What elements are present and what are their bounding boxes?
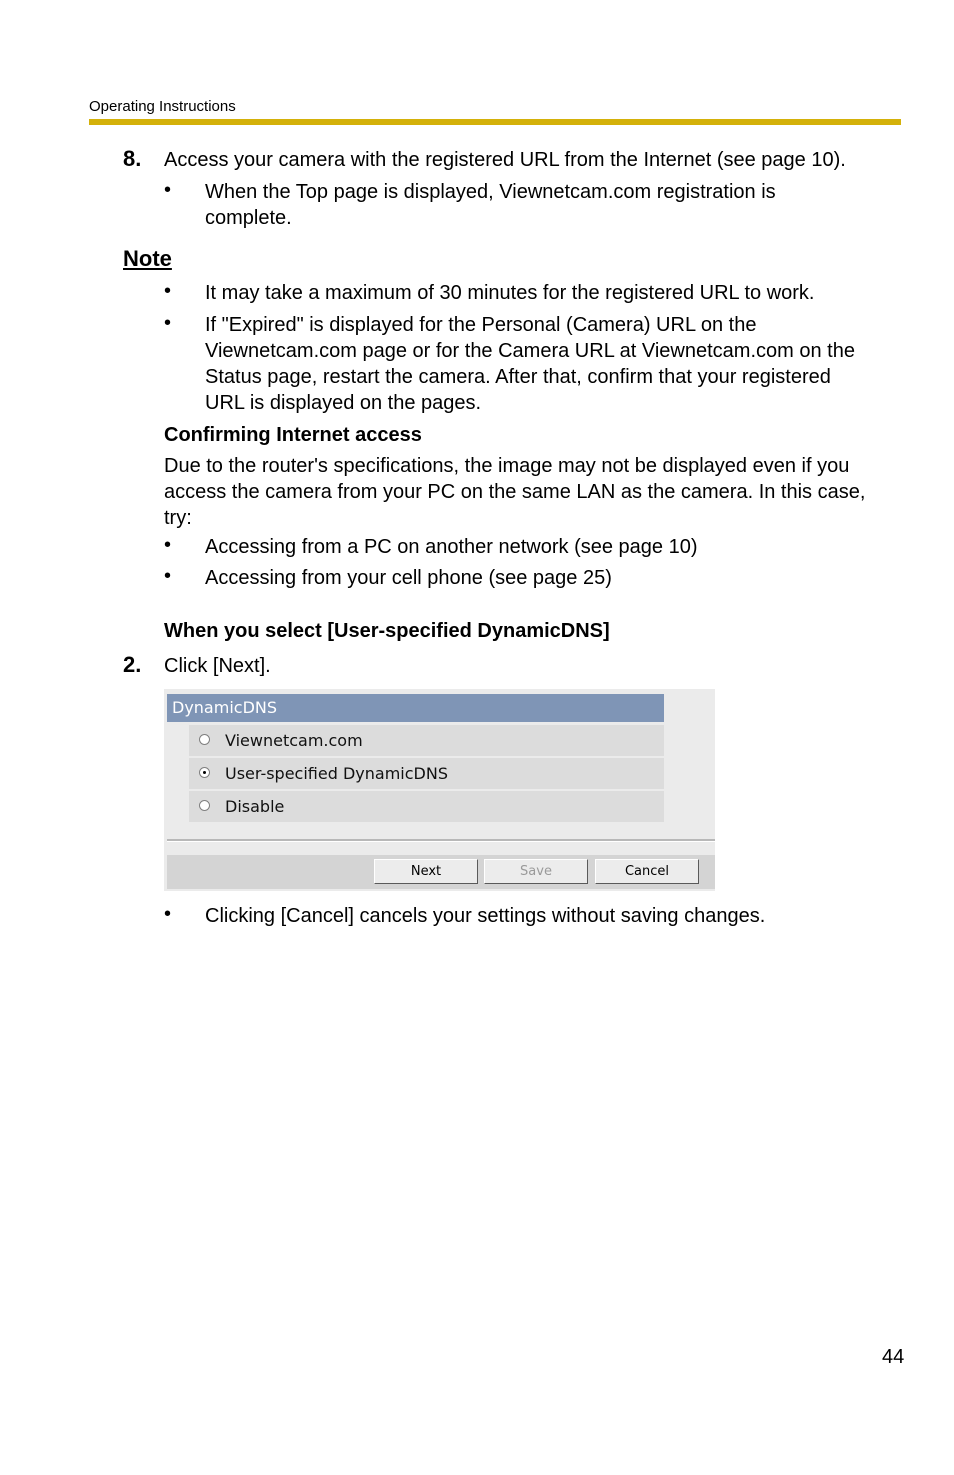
button-bar [167,855,715,889]
option-row-disable[interactable] [189,791,664,822]
step-number: 8. [123,146,142,171]
panel-divider [167,839,715,842]
radio-button-icon[interactable] [199,734,210,745]
text-line: Status page, restart the camera. After that, confirm that your registered [205,366,831,388]
step-number: 2. [123,652,142,677]
radio-button-selected-icon[interactable] [199,767,210,778]
user-specified-heading: When you select [User-specified DynamicDNS] [164,620,610,642]
text-line: Due to the router's specifications, the image may not be displayed even if you [164,455,850,477]
text-line: complete. [205,207,292,229]
bullet-icon: • [164,280,172,302]
text-line: try: [164,507,192,529]
save-button[interactable]: Save [484,859,588,884]
text-line: When the Top page is displayed, Viewnetcam.com registration is [205,181,776,203]
text-line: If "Expired" is displayed for the Personal (Camera) URL on the [205,314,757,336]
option-label: User-specified DynamicDNS [225,764,448,783]
step-text: Access your camera with the registered URL from the Internet (see page 10). [164,149,846,171]
dynamicdns-panel [164,689,715,891]
option-label: Viewnetcam.com [225,731,363,750]
confirming-paragraph [164,453,865,531]
next-button[interactable]: Next [374,859,478,884]
bullet-icon: • [164,534,172,556]
confirming-bullet-text: Accessing from a PC on another network (see page 10) [205,536,698,558]
cancel-button[interactable]: Cancel [595,859,699,884]
option-label: Disable [225,797,285,816]
text-line: URL is displayed on the pages. [205,392,482,414]
text-line: access the camera from your PC on the same LAN as the camera. In this case, [164,481,866,503]
step-bullet-text [205,179,776,231]
bullet-icon: • [164,565,172,587]
option-row-viewnetcam[interactable] [189,725,664,756]
note-bullet-text: It may take a maximum of 30 minutes for the registered URL to work. [205,282,815,304]
bullet-icon: • [164,903,172,925]
confirming-bullet-text: Accessing from your cell phone (see page 25) [205,567,612,589]
text-line: Viewnetcam.com page or for the Camera URL at Viewnetcam.com on the [205,340,855,362]
header-rule [89,119,901,125]
option-row-user-specified[interactable] [189,758,664,789]
running-header: Operating Instructions [89,98,236,115]
panel-title: DynamicDNS [167,694,664,722]
note-heading: Note [123,246,172,271]
radio-button-icon[interactable] [199,800,210,811]
page-number: 44 [882,1346,905,1368]
confirming-heading: Confirming Internet access [164,424,422,446]
note-bullet-text [205,312,855,416]
bullet-icon: • [164,179,172,201]
step-text: Click [Next]. [164,655,271,677]
bullet-icon: • [164,312,172,334]
cancel-note-text: Clicking [Cancel] cancels your settings without saving changes. [205,905,766,927]
